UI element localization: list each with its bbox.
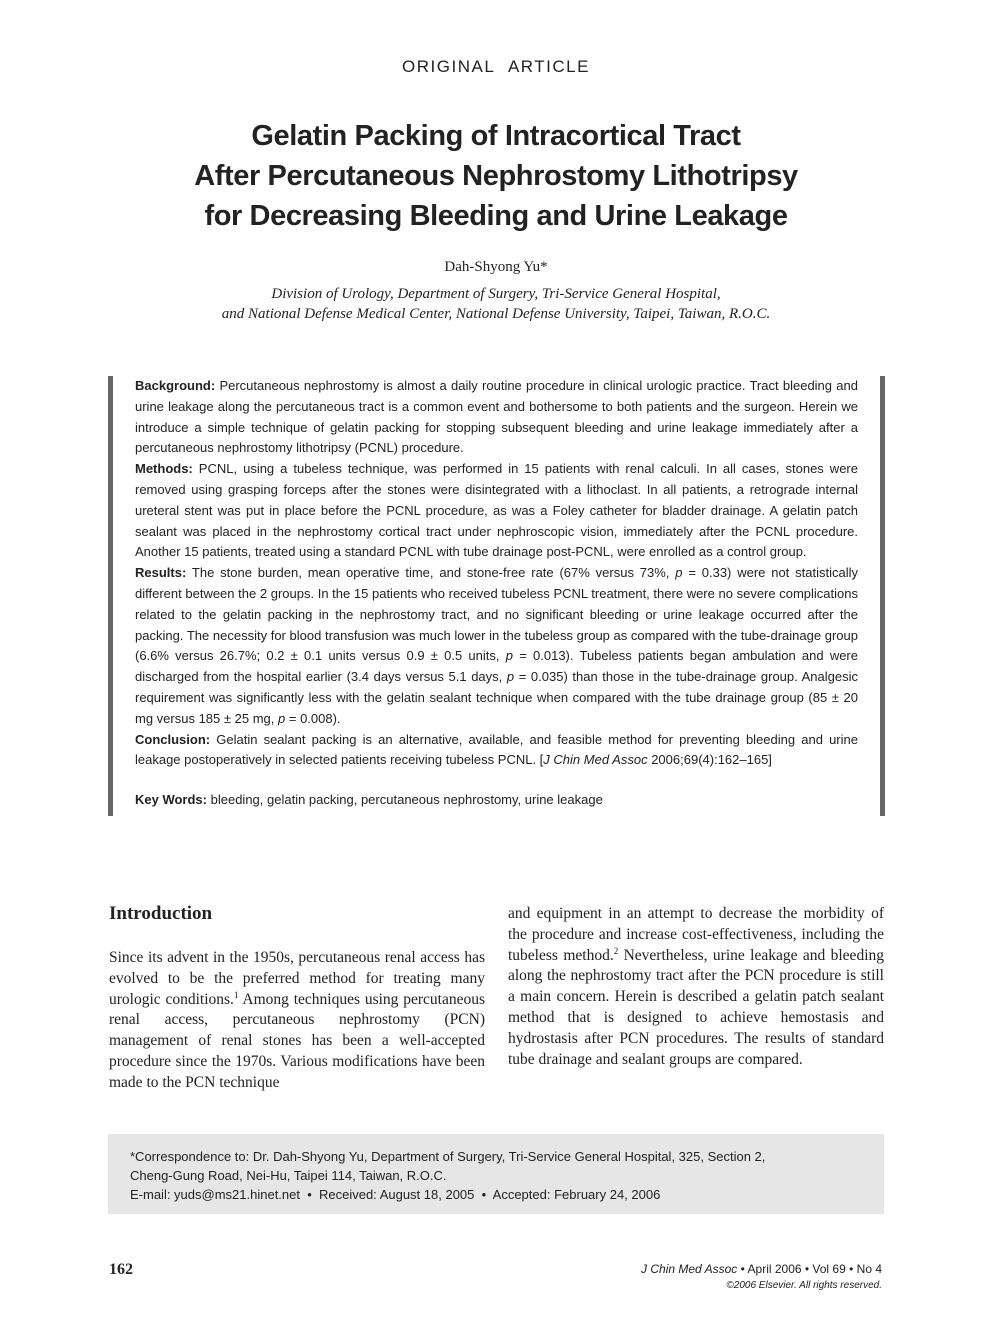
copyright: ©2006 Elsevier. All rights reserved. — [726, 1280, 882, 1291]
methods-label: Methods: — [135, 461, 193, 477]
title-line: Gelatin Packing of Intracortical Tract — [251, 120, 741, 152]
abstract-methods — [135, 459, 858, 563]
body-text: Since its advent in the 1950s, percutaneous renal access has evolved to be the preferred method for treating many urologic conditions. — [109, 949, 485, 1008]
abstract-box — [108, 376, 885, 816]
title-line: for Decreasing Bleeding and Urine Leakage — [204, 200, 788, 232]
title-line: After Percutaneous Nephrostomy Lithotripsy — [194, 160, 798, 192]
results-text: = 0.013). Tubeless patients began ambulation and were discharged from the hospital earlier (3.4 days versus 5.1 days, — [135, 648, 858, 685]
correspondence-box — [108, 1134, 884, 1214]
results-text: The stone burden, mean operative time, and stone-free rate (67% versus 73%, — [191, 565, 670, 581]
keywords — [135, 792, 855, 807]
reference-marker: 2 — [613, 945, 619, 956]
article-title — [96, 116, 896, 236]
body-text: Nevertheless, urine leakage and bleeding along the nephrostomy tract after the PCN procedure is still a main concern. Herein is described a gelatin patch sealant method that is designed to achieve hemostasis and hydrostasis after PCN procedures. The results of standard tube drainage and sealant groups are compared. — [508, 946, 884, 1068]
page-number: 162 — [109, 1261, 133, 1278]
correspondence-line: *Correspondence to: Dr. Dah-Shyong Yu, Department of Surgery, Tri-Service General Hospital, 325, Section 2, — [130, 1149, 766, 1164]
journal-footer — [641, 1262, 882, 1276]
correspondence-line: E-mail: yuds@ms21.hinet.net • Received: August 18, 2005 • Accepted: February 24, 2006 — [130, 1187, 661, 1202]
conclusion-text: Gelatin sealant packing is an alternative, available, and feasible method for preventing bleeding and urine leakage postoperatively in selected patients receiving tubeless PCNL. [ — [135, 731, 858, 768]
p-value-symbol: p — [278, 710, 286, 726]
body-column-right — [508, 904, 884, 1070]
correspondence-line: Cheng-Gung Road, Nei-Hu, Taipei 114, Taiwan, R.O.C. — [130, 1168, 447, 1183]
journal-cite: J Chin Med Assoc — [641, 1262, 738, 1276]
abstract-conclusion — [135, 730, 858, 772]
affiliation — [0, 284, 992, 324]
journal-issue: • April 2006 • Vol 69 • No 4 — [740, 1262, 882, 1276]
results-label: Results: — [135, 565, 187, 581]
abstract-results — [135, 563, 858, 729]
citation-journal: J Chin Med Assoc — [543, 752, 648, 768]
keywords-text: bleeding, gelatin packing, percutaneous nephrostomy, urine leakage — [210, 792, 603, 807]
abstract-text — [135, 376, 858, 771]
keywords-label: Key Words: — [135, 792, 207, 807]
conclusion-label: Conclusion: — [135, 731, 211, 747]
affiliation-line: Division of Urology, Department of Surgery, Tri-Service General Hospital, — [271, 286, 721, 302]
affiliation-line: and National Defense Medical Center, National Defense University, Taipei, Taiwan, R.O.C. — [221, 306, 771, 322]
p-value-symbol: p — [506, 669, 515, 685]
background-text: Percutaneous nephrostomy is almost a daily routine procedure in clinical urologic practice. Tract bleeding and urine leakage along the percutaneous tract is a common event and bothersome to both patients and the surgeon. Herein we introduce a simple technique of gelatin packing for stopping subsequent bleeding and urine leakage immediately after a percutaneous nephrostomy lithotripsy (PCNL) procedure. — [135, 378, 858, 456]
p-value-symbol: p — [675, 565, 683, 581]
body-paragraph — [109, 948, 485, 1094]
body-text: Among techniques using percutaneous renal access, percutaneous nephrostomy (PCN) management of renal stones has been a well-accepted procedure since the 1970s. Various modifications have been made to the PCN technique — [109, 990, 485, 1091]
results-text: = 0.33) were not statistically different between the 2 groups. In the 15 patients who received tubeless PCNL treatment, there were no severe complications related to the gelatin packing in the nephrostomy tract, and no significant bleeding or urine leakage occurred after the packing. The necessity for blood transfusion was much lower in the tubeless group as compared with the tube-drainage group (6.6% versus 26.7%; 0.2 ± 0.1 units versus 0.9 ± 0.5 units, — [135, 565, 858, 664]
body-text: and equipment in an attempt to decrease the morbidity of the procedure and increase cost-effectiveness, including the tubeless method. — [508, 905, 884, 964]
results-text: = 0.035) than those in the tube-drainage group. Analgesic requirement was significantly less with the gelatin sealant technique when compared with the tube drainage group (85 ± 20 mg versus 185 ± 25 mg, — [135, 669, 858, 726]
methods-text: PCNL, using a tubeless technique, was performed in 15 patients with renal calculi. In all cases, stones were removed using grasping forceps after the stones were disintegrated with a lithoclast. In all patients, a retrograde internal ureteral stent was put in place before the PCNL procedure, as was a Foley catheter for bladder drainage. A gelatin patch sealant was placed in the nephrostomy cortical tract under nephroscopic vision, immediately after the PCNL procedure. Another 15 patients, treated using a standard PCNL with tube drainage post-PCNL, were enrolled as a control group. — [135, 461, 858, 560]
reference-marker: 1 — [233, 989, 239, 1000]
citation-rest: 2006;69(4):162–165] — [651, 752, 772, 768]
abstract-background — [135, 376, 858, 459]
body-column-left — [109, 903, 485, 1094]
section-label: ORIGINAL ARTICLE — [402, 57, 590, 76]
background-label: Background: — [135, 378, 216, 393]
author: Dah-Shyong Yu* — [444, 259, 548, 275]
results-text: = 0.008). — [288, 710, 341, 726]
intro-heading: Introduction — [109, 903, 213, 924]
body-paragraph — [508, 904, 884, 1070]
p-value-symbol: p — [505, 648, 513, 664]
